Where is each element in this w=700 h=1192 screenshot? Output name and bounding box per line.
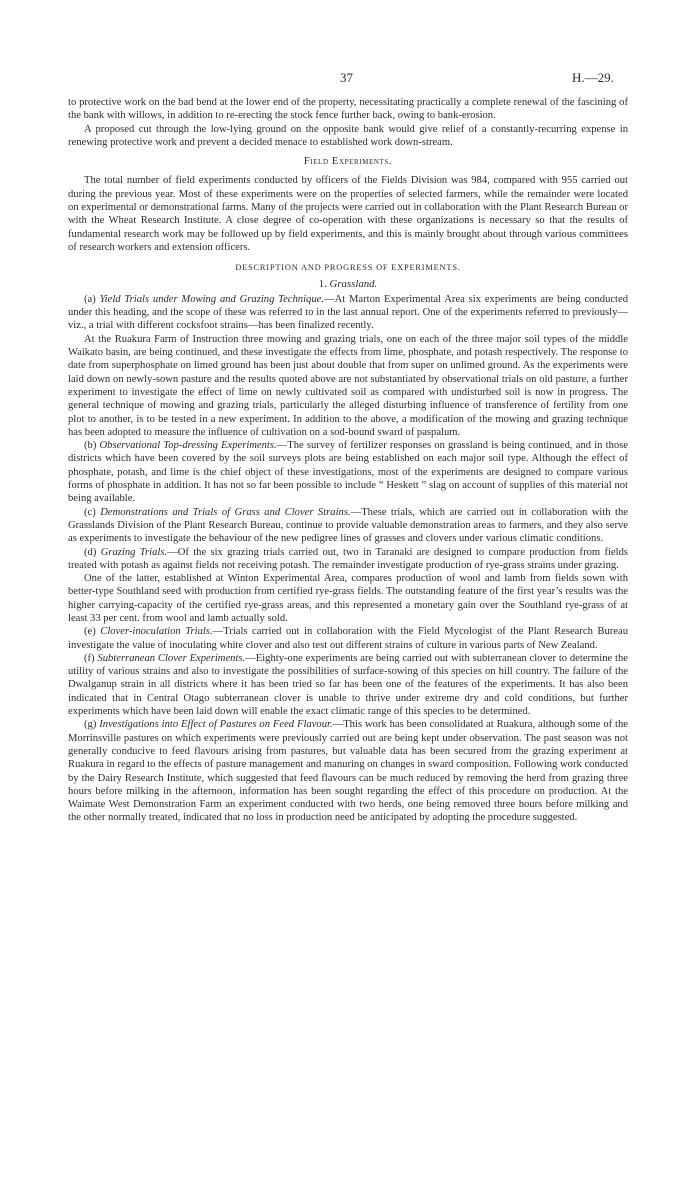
section-a-paragraph <box>68 293 628 333</box>
description-heading: DESCRIPTION AND PROGRESS OF EXPERIMENTS. <box>235 263 461 273</box>
section-c-label: (c) <box>84 506 96 518</box>
section-a-title: Yield Trials under Mowing and Grazing Technique. <box>99 293 324 305</box>
section-f-text: —Eighty-one experiments are being carried out with subterranean clover to determine the utility of various strains and also to investigate the possibilities of surface-sowing of this species on hill country. The failure of the Dwalganup strain in all districts where it has been tried so far has been one of the features of the experiments. It has also been indicated that in Central Otago subterranean clover is unable to thrive under extreme dry and cold conditions, but further experiments which have been laid down will enable the exact climatic range of this species to be determined. <box>68 652 628 718</box>
section-e-label: (e) <box>84 626 96 638</box>
intro-paragraph-1: to protective work on the bad bend at the lower end of the property, necessitating practically a complete renewal of the fascining of the bank with willows, in addition to re-erecting the stock fence further back, owing to bank-erosion. <box>68 97 628 122</box>
document-reference: H.—29. <box>572 70 614 85</box>
section-c-text: —These trials, which are carried out in collaboration with the Grasslands Division of the Plant Research Bureau, continue to provide valuable demonstration areas to farmers, and they also serve as experiments to investigate the behaviour of the new pedigree lines of grasses and clovers under various climatic conditions. <box>68 506 628 545</box>
page-number: 37 <box>340 70 353 85</box>
section-e-text: —Trials carried out in collaboration with the Field Mycologist of the Plant Research Bureau investigate the value of inoculating white clover and also test out different strains of culture in various parts of New Zealand. <box>68 626 629 651</box>
section-b-title: Observational Top-dressing Experiments. <box>99 440 277 452</box>
section-f-title: Subterranean Clover Experiments. <box>97 652 246 664</box>
section-b-paragraph <box>68 439 628 505</box>
winton-paragraph: One of the latter, established at Winton Experimental Area, compares production of wool and lamb from fields sown with better-type Southland seed with production from certified rye-grass fields. The outstanding feature of the first year’s results was the higher carrying-capacity of the certified rye-grass areas, and this represented a monetary gain over the Southland rye-grass of at least 33 per cent. from wool and lamb actually sold. <box>68 573 628 624</box>
section-a-text: —At Marton Experimental Area six experiments are being conducted under this heading, and the scope of these was referred to in the last annual report. One of the experiments referred to previously—viz., a trial with different cocksfoot strains—has been finalized recently. <box>68 293 629 332</box>
field-experiments-heading: Field Experiments. <box>303 156 393 168</box>
section-b-text: —The survey of fertilizer responses on grassland is being continued, and in those districts which have been covered by the soil surveys plots are being established on each major soil type. Although the effect of phosphate, potash, and lime is the chief object of these investigations, most of the experiments are designed to compare various forms of phosphate in addition. It has not so far been possible to include “ Heskett ” slag on account of supplies of this material not being available. <box>68 440 628 505</box>
section-e-paragraph <box>68 625 628 652</box>
section-e-title: Clover-inoculation Trials. <box>100 626 213 638</box>
grassland-title: Grassland. <box>329 277 378 290</box>
section-c-title: Demonstrations and Trials of Grass and Clover Strains. <box>100 506 351 518</box>
section-d-title: Grazing Trials. <box>100 546 168 558</box>
field-experiments-paragraph: The total number of field experiments conducted by officers of the Fields Division was 984, compared with 955 carried out during the previous year. Most of these experiments were on the properties of selected farmers, while the remainder were located on experimental or demonstrational farms. Many of the projects were carried out in collaboration with the Plant Research Bureau or with the Wheat Research Institute. A close degree of co-operation with these organizations is necessary so that the results of fundamental research work may be followed up by field experiments, and this is mainly brought about through various committees of research workers and extension officers. <box>68 175 628 253</box>
section-g-text: —This work has been consolidated at Ruakura, although some of the Morrinsville pastures on which experiments were previously carried out are being kept under observation. The past season was not generally conducive to feed flavours arising from pastures, but valuable data has been secured from the grazing experiment at Ruakura in regard to the effects of pasture management and manuring on changes in sward composition. Following work conducted by the Dairy Research Institute, which suggested that feed flavours can be much reduced by removing the herd from grazing three hours before milking in the afternoon, information has been sought regarding the effect of this procedure on production. At the Waimate West Demonstration Farm an experiment conducted with two herds, one being removed three hours before milking and the other normally treated, indicated that no loss in production need be anticipated by adopting the procedure suggested. <box>68 719 629 824</box>
section-d-paragraph <box>68 546 628 573</box>
section-g-paragraph <box>68 718 628 824</box>
section-c-paragraph <box>68 506 628 546</box>
section-d-label: (d) <box>84 546 97 558</box>
page-body <box>68 96 628 825</box>
section-f-paragraph <box>68 652 628 718</box>
section-g-label: (g) <box>84 719 97 731</box>
intro-paragraph-2: A proposed cut through the low-lying ground on the opposite bank would give relief of a constantly-recurring expense in renewing protective work and prevent a decided menace to established work down-stream. <box>68 123 628 148</box>
section-g-title: Investigations into Effect of Pastures on Feed Flavour. <box>99 719 333 731</box>
grassland-number: 1. <box>318 277 327 290</box>
section-b-label: (b) <box>84 440 97 452</box>
running-head <box>0 70 700 86</box>
section-d-text: —Of the six grazing trials carried out, two in Taranaki are designed to compare production from fields treated with potash as against fields not receiving potash. The remainder investigate production of rye-grass strains under grazing. <box>68 546 628 571</box>
grassland-subheading <box>68 278 628 291</box>
section-a-label: (a) <box>84 293 96 305</box>
section-f-label: (f) <box>84 652 95 664</box>
ruakura-paragraph: At the Ruakura Farm of Instruction three mowing and grazing trials, one on each of the three major soil types of the middle Waikato basin, are being continued, and these investigate the effects from lime, phosphate, and potash respectively. The response to date from superphosphate on limed ground has been just about double that from super on unlimed ground. As the experiments were laid down on newly-sown pasture and the results quoted above are not substantiated by observational trials on old pasture, a further experiment to investigate the effect of lime on newly cultivated soil as compared with undisturbed soil is now in progress. The general technique of mowing and grazing trials, particularly the alleged disturbing influence of transference of fertility from one plot to another, is to be tested in a new experiment. In addition to the above, a modification of the mowing and grazing technique has been adopted to measure the influence of cultivation on a sod-bound sward of paspalum. <box>68 333 628 438</box>
